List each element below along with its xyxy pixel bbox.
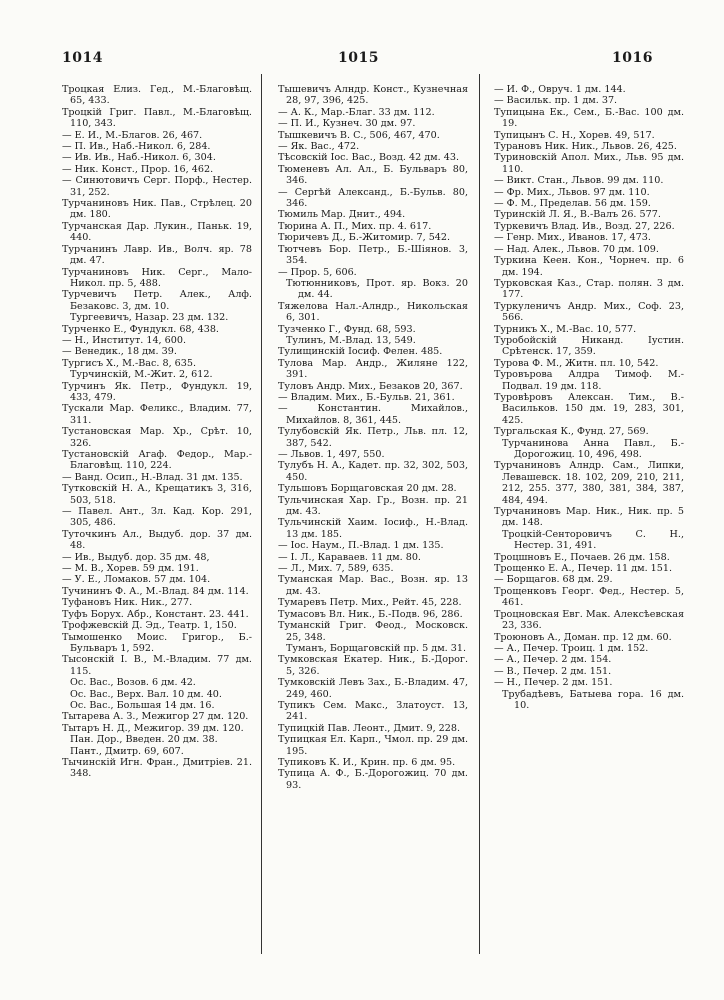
directory-entry: — П. И., Кузнеч. 30 дм. 97. [278,118,416,130]
directory-entry: Тѣсовскій Іос. Вас., Возд. 42 дм. 43. [278,152,459,164]
directory-entry: Турчанинъ Лавр. Ив., Волч. яр. 78 дм. 47. [62,243,252,267]
directory-entry: Трубадѣевъ, Батыева гора. 16 дм. 10. [502,688,684,711]
column-divider [261,74,262,954]
directory-entry: — Н., Институт. 14, 600. [62,334,187,346]
directory-entry: Тулубовскій Як. Петр., Льв. пл. 12, 387, 542. [278,426,468,449]
column-divider [479,74,480,954]
directory-entry: — Ник. Конст., Прор. 16, 462. [62,163,214,175]
directory-entry: Тютчевъ Бор. Петр., Б.-Шіянов. 3, 354. [278,243,468,267]
directory-entry: — А., Печер. Троиц. 1 дм. 152. [494,642,649,654]
directory-entry: Туфановъ Ник. Ник., 277. [62,597,193,609]
directory-entry: Тымошенко Моис. Григор., Б.-Бульваръ 1, 592. [62,631,252,654]
directory-entry: — Владим. Мих., Б.-Бульв. 21, 361. [278,391,455,403]
page-number-left: 1014 [62,50,103,66]
directory-entry: Тюмиль Мар. Днит., 494. [278,209,406,221]
directory-entry: Тышкевичъ В. С., 506, 467, 470. [278,129,440,141]
directory-entry: — Л., Мих. 7, 589, 635. [278,563,394,575]
directory-entry: Пант., Дмитр. 69, 607. [70,745,184,757]
directory-entry: Турчаниновъ Алндр. Сам., Липки, Левашевск. 18. 102, 209, 210, 211, 212, 255. 377, 380, 381, 384, 387, 484, 494. [494,460,684,506]
directory-entry: — Як. Вас., 472. [278,141,360,153]
directory-entry: Турановъ Ник. Ник., Львов. 26, 425. [494,141,677,153]
directory-entry: Турчевичъ Петр. Алек., Алф. Безаковс. 3, дм. 10. [62,289,252,312]
directory-entry: Тускали Мар. Феликс., Владим. 77, 311. [62,403,252,426]
directory-entry: Тульчинскій Хаим. Іосиф., Н.-Влад. 13 дм. 185. [278,517,468,540]
directory-entry: Турчинскій, М.-Жит. 2, 612. [70,369,213,381]
directory-entry: — В., Печер. 2 дм. 151. [494,665,612,677]
directory-entry: Тычинскій Игн. Фран., Дмитріев. 21. 348. [62,756,252,780]
directory-entry: Пан. Дор., Введен. 20 дм. 38. [70,734,218,746]
directory-column-right [494,84,684,711]
directory-entry: Туркина Кеен. Кон., Чорнеч. пр. 6 дм. 194. [494,255,684,278]
directory-entry: — Васильк. пр. 1 дм. 37. [494,95,618,107]
directory-entry: Туманская Мар. Вас., Возн. яр. 13 дм. 43. [278,574,468,597]
directory-entry: — Фр. Мих., Львов. 97 дм. 110. [494,186,650,198]
directory-entry: Тутковскій Н. А., Крещатикъ 3, 316, 503, 518. [62,483,252,506]
directory-entry: — Константин. Михайлов., Михайлов. 8, 361, 445. [278,403,468,426]
directory-entry: Туриновскій Апол. Мих., Льв. 95 дм. 110. [494,152,684,175]
directory-entry: Тюменевъ Ал. Ал., Б. Бульваръ 80, 346. [278,163,468,187]
directory-entry: Ос. Вас., Верх. Вал. 10 дм. 40. [70,688,222,700]
directory-entry: — І. Л., Караваев. 11 дм. 80. [278,551,421,563]
directory-entry: Тупица А. Ф., Б.-Дорогожиц. 70 дм. 93. [278,768,468,791]
directory-entry: — У. Е., Ломаков. 57 дм. 104. [62,574,211,586]
directory-entry: — Сергѣй Александ., Б.-Бульв. 80, 346. [278,186,468,210]
directory-entry: — Ванд. Осип., Н.-Влад. 31 дм. 135. [62,471,243,483]
directory-entry: Тысонскій І. В., М.-Владим. 77 дм. 115. [62,654,252,677]
directory-entry: — Викт. Стан., Львов. 99 дм. 110. [494,175,664,187]
directory-entry: Тургальская К., Фунд. 27, 569. [494,426,649,438]
directory-entry: — Борщагов. 68 дм. 29. [494,574,613,586]
directory-entry: Ос. Вас., Возов. 6 дм. 42. [70,677,196,689]
directory-entry: Тулубъ Н. А., Кадет. пр. 32, 302, 503, 450. [278,460,468,483]
directory-entry: Тюрина А. П., Мих. пр. 4. 617. [278,220,432,232]
directory-entry: Туловъ Андр. Мих., Безаков 20, 367. [278,380,463,392]
directory-entry: Тульшовъ Борщаговская 20 дм. 28. [278,483,457,495]
directory-entry: Турковская Каз., Стар. полян. 3 дм. 177. [494,277,684,301]
directory-entry: Трофжевскій Д. Эд., Театр. 1, 150. [62,620,237,632]
directory-entry: Туринскій Л. Я., В.-Валъ 26. 577. [494,209,661,221]
directory-entry: — Е. И., М.-Благов. 26, 467. [62,129,203,141]
directory-entry: Турчаниновъ Ник. Серг., Мало-Никол. пр. 5, 488. [62,266,252,289]
directory-entry: Тумковскій Левъ Зах., Б.-Владим. 47, 249, 460. [278,677,468,700]
directory-entry: Турчаниновa Анна Павл., Б.-Дорогожиц. 10, 496, 498. [502,437,684,460]
directory-entry: Туркевичъ Влад. Ив., Возд. 27, 226. [494,220,675,232]
directory-entry: Тумасовъ Вл. Ник., Б.-Подв. 96, 286. [278,608,463,620]
directory-entry: Трощенко Е. А., Печер. 11 дм. 151. [494,563,673,575]
directory-entry: Туточкинъ Ал., Выдуб. дор. 37 дм. 48. [62,528,252,552]
directory-entry: — Венедик., 18 дм. 39. [62,346,177,358]
directory-entry: Туманъ, Борщаговскій пр. 5 дм. 31. [286,642,467,654]
directory-entry: — Ив., Выдуб. дор. 35 дм. 48, [62,551,210,563]
directory-entry: — Над. Алек., Львов. 70 дм. 109. [494,243,659,255]
directory-entry: — Ф. М., Пределав. 56 дм. 159. [494,198,651,210]
directory-entry: Тышевичъ Алндр. Конст., Кузнечная 28, 97, 396, 425. [278,84,468,107]
directory-entry: Ос. Вас., Большая 14 дм. 16. [70,699,215,711]
directory-entry: Тустановскій Агаф. Федор., Мар.-Благовѣщ. 110, 224. [62,449,252,472]
directory-entry: Троцкій-Сенторовичъ С. Н., Нестер. 31, 491. [502,528,684,552]
directory-entry: Тустановская Мар. Хр., Срѣт. 10, 326. [62,426,252,449]
directory-entry: Тупицкій Пав. Леонт., Дмит. 9, 228. [278,722,461,734]
directory-entry: Туфъ Борух. Абр., Констант. 23. 441. [62,608,249,620]
directory-entry: Турчаниновъ Ник. Пав., Стрѣлец. 20 дм. 180. [62,198,252,221]
directory-entry: — М. В., Хорев. 59 дм. 191. [62,563,199,575]
directory-entry: Тяжелова Нал.-Алндр., Никольская 6, 301. [278,300,468,324]
directory-entry: Троцкій Григ. Павл., М.-Благовѣщ. 110, 343. [62,106,252,130]
directory-column-left [62,84,252,780]
directory-entry: Тургисъ Х., М.-Вас. 8, 635. [62,357,197,369]
directory-entry: Турчанская Дар. Лукин., Паньк. 19, 440. [62,220,252,244]
directory-entry: Трощенковъ Георг. Фед., Нестер. 5, 461. [494,585,684,609]
directory-entry: Тулинъ, М.-Влад. 13, 549. [286,334,416,346]
directory-entry: Турченко Е., Фундукл. 68, 438. [62,323,219,335]
directory-entry: Тупиковъ К. И., Крин. пр. 6 дм. 95. [278,756,456,768]
directory-entry: Туманскій Григ. Феод., Московск. 25, 348. [278,620,468,643]
directory-entry: — Іос. Наум., П.-Влад. 1 дм. 135. [278,540,444,552]
page-number-middle: 1015 [338,50,379,66]
directory-entry: Тытарева А. З., Межигор 27 дм. 120. [62,711,249,723]
directory-entry: Тупицына Ек., Сем., Б.-Вас. 100 дм. 19. [494,106,684,130]
directory-entry: Тулищинскій Іосиф. Фелен. 485. [278,346,443,358]
directory-entry: Туркуленичъ Андр. Мих., Соф. 23, 566. [494,300,684,324]
directory-entry: Тульчинская Хар. Гр., Возн. пр. 21 дм. 43. [278,494,468,518]
directory-entry: Тупицкая Ел. Карп., Чмол. пр. 29 дм. 195. [278,734,468,757]
directory-entry: — А. К., Мар.-Благ. 33 дм. 112. [278,106,435,118]
directory-entry: Тумаревъ Петр. Мих., Рейт. 45, 228. [278,597,462,609]
directory-entry: Тумковская Екатер. Ник., Б.-Дорог. 5, 326. [278,654,468,677]
directory-entry: Турникъ Х., М.-Вас. 10, 577. [494,323,637,335]
directory-entry: — Павел. Ант., Зл. Кад. Кор. 291, 305, 486. [62,506,252,529]
directory-column-middle [278,84,468,791]
directory-entry: Туровѣровъ Алексан. Тим., В.-Васильков. 150 дм. 19, 283, 301, 425. [494,391,684,426]
directory-entry: Тупицынъ С. Н., Хорев. 49, 517. [494,129,655,141]
directory-entry: Турчаниновъ Мар. Ник., Ник. пр. 5 дм. 148. [494,506,684,529]
directory-entry: Тулова Мар. Андр., Жиляне 122, 391. [278,357,468,381]
directory-entry: Туробойскій Никанд. Іустин. Срѣтенск. 17, 359. [494,334,684,358]
directory-entry: Турова Ф. М., Житн. пл. 10, 542. [494,357,659,369]
directory-entry: Троюновъ А., Доман. пр. 12 дм. 60. [494,631,672,643]
directory-entry: — Львов. 1, 497, 550. [278,449,385,460]
directory-entry: Тургеевичъ, Назар. 23 дм. 132. [70,312,229,324]
directory-entry: Тупикъ Сем. Макс., Златоуст. 13, 241. [278,699,468,723]
directory-entry: Туровърова Алдра Тимоф. М.-Подвал. 19 дм. 118. [494,369,684,392]
directory-entry: — Прор. 5, 606. [278,266,357,278]
directory-entry: — Генр. Мих., Иванов. 17, 473. [494,232,651,244]
directory-entry: Троцновская Евг. Мак. Алексѣевская 23, 336. [494,608,684,632]
directory-entry: Троцкая Елиз. Гед., М.-Благовѣщ. 65, 433. [62,84,252,107]
directory-entry: — Ив. Ив., Наб.-Никол. 6, 304. [62,152,216,164]
directory-entry: Тюричевъ Д., Б.-Житомир. 7, 542. [278,232,451,244]
directory-entry: — П. Ив., Наб.-Никол. 6, 284. [62,141,211,153]
directory-entry: — И. Ф., Овруч. 1 дм. 144. [494,84,626,95]
page-number-right: 1016 [612,50,653,66]
directory-entry: Троцшновъ Е., Почаев. 26 дм. 158. [494,551,670,563]
directory-entry: Турчинъ Як. Петр., Фундукл. 19, 433, 479. [62,380,252,403]
directory-entry: Тютюнниковъ, Прот. яр. Вокз. 20 дм. 44. [286,277,468,301]
directory-entry: — Н., Печер. 2 дм. 151. [494,677,613,689]
directory-entry: — Синютовичъ Серг. Порф., Нестер. 31, 252. [62,175,252,198]
directory-entry: Тузченко Г., Фунд. 68, 593. [278,323,416,335]
directory-entry: Тытаръ Н. Д., Межигор. 39 дм. 120. [62,722,244,734]
directory-entry: — А., Печер. 2 дм. 154. [494,654,612,666]
directory-entry: Тучининъ Ф. А., М.-Влад. 84 дм. 114. [62,585,249,597]
